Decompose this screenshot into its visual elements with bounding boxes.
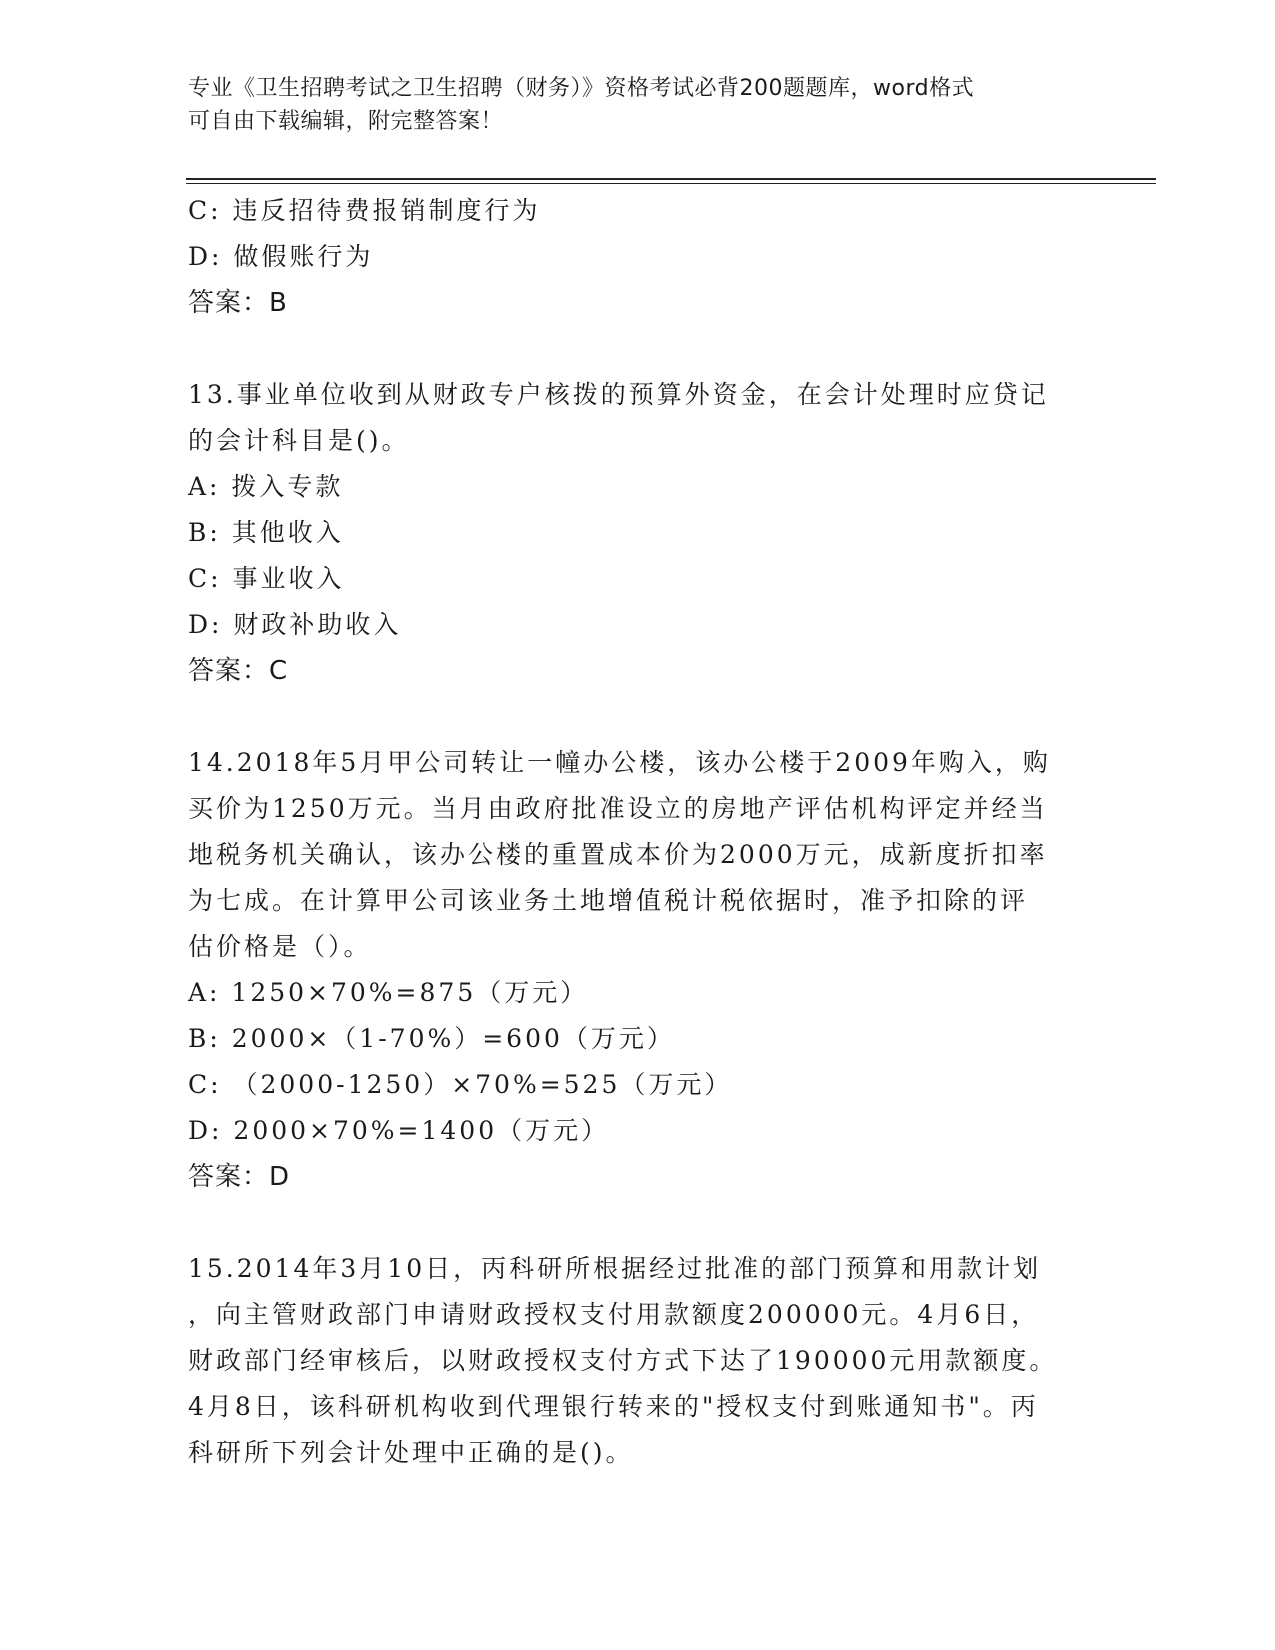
question-13: [188, 372, 1078, 694]
header-title-line1: 专业《卫生招聘考试之卫生招聘（财务）》资格考试必背200题题库，word格式: [188, 76, 975, 101]
answer-line: 答案：D: [188, 1162, 291, 1192]
question-12-tail: [188, 188, 1078, 326]
option-a: A: 拨入专款: [188, 472, 344, 501]
document-body: [188, 188, 1078, 1476]
header-divider: [186, 178, 1156, 180]
document-header: [188, 72, 1078, 138]
question-stem: 的会计科目是()。: [188, 426, 410, 455]
header-title-line2: 可自由下载编辑，附完整答案！: [188, 109, 504, 134]
option-b: B: 2000×（1-70%）=600（万元）: [188, 1024, 675, 1053]
option-c: C: 事业收入: [188, 564, 345, 593]
option-d: D: 做假账行为: [188, 242, 374, 271]
option-d: D: 财政补助收入: [188, 610, 402, 639]
question-stem: 14.2018年5月甲公司转让一幢办公楼，该办公楼于2009年购入，购: [188, 748, 1051, 777]
question-14: [188, 740, 1078, 1200]
option-c: C: 违反招待费报销制度行为: [188, 196, 541, 225]
question-stem: ，向主管财政部门申请财政授权支付用款额度200000元。4月6日，: [188, 1300, 1040, 1329]
question-stem: 买价为1250万元。当月由政府批准设立的房地产评估机构评定并经当: [188, 794, 1048, 823]
option-c: C: （2000-1250）×70%=525（万元）: [188, 1070, 733, 1099]
header-divider-thin: [186, 183, 1156, 184]
option-b: B: 其他收入: [188, 518, 344, 547]
question-stem: 15.2014年3月10日，丙科研所根据经过批准的部门预算和用款计划: [188, 1254, 1042, 1283]
question-stem: 为七成。在计算甲公司该业务土地增值税计税依据时，准予扣除的评: [188, 886, 1029, 915]
option-a: A: 1250×70%=875（万元）: [188, 978, 589, 1007]
question-stem: 4月8日，该科研机构收到代理银行转来的"授权支付到账通知书"。丙: [188, 1392, 1039, 1421]
question-stem: 地税务机关确认，该办公楼的重置成本价为2000万元，成新度折扣率: [188, 840, 1048, 869]
question-stem: 科研所下列会计处理中正确的是()。: [188, 1438, 634, 1467]
question-stem: 13.事业单位收到从财政专户核拨的预算外资金，在会计处理时应贷记: [188, 380, 1049, 409]
question-15: [188, 1246, 1078, 1476]
option-d: D: 2000×70%=1400（万元）: [188, 1116, 610, 1145]
question-stem: 财政部门经审核后，以财政授权支付方式下达了190000元用款额度。: [188, 1346, 1058, 1375]
question-stem: 估价格是（）。: [188, 932, 372, 961]
answer-line: 答案：C: [188, 656, 289, 686]
answer-line: 答案：B: [188, 288, 288, 318]
